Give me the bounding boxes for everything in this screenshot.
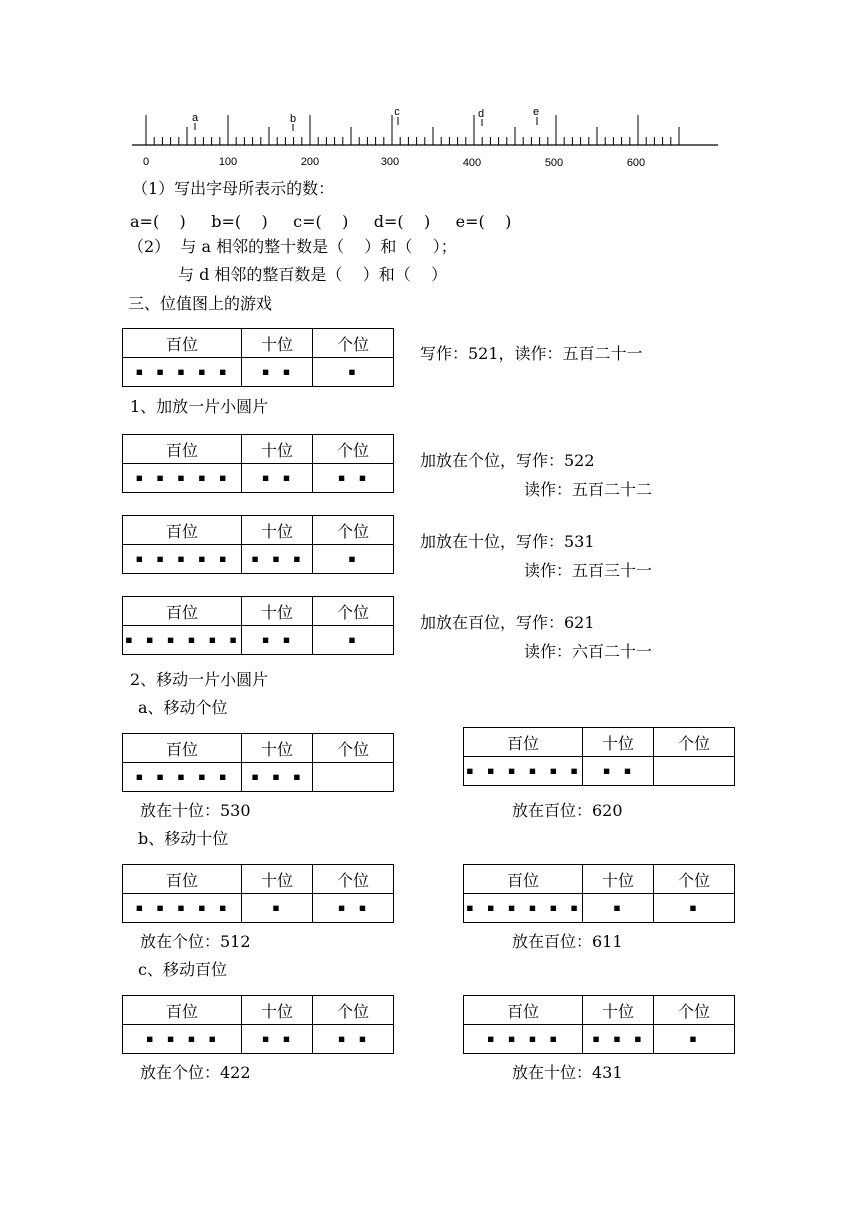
hundreds-chips: ▪ ▪ ▪ ▪ ▪ bbox=[123, 894, 242, 923]
ones-chips: ▪ bbox=[313, 545, 394, 574]
header-hundreds: 百位 bbox=[123, 996, 242, 1025]
tens-chips: ▪ ▪ ▪ bbox=[242, 545, 313, 574]
section-title: 三、位值图上的游戏 bbox=[128, 294, 273, 313]
letter-b: b bbox=[289, 113, 297, 125]
header-tens: 十位 bbox=[583, 865, 654, 894]
hundreds-chips: ▪ ▪ ▪ ▪ ▪ bbox=[123, 763, 242, 792]
ones-chips: ▪ bbox=[654, 894, 735, 923]
ones-chips: ▪ ▪ bbox=[313, 894, 394, 923]
q1-answers: a=( ) b=( ) c=( ) d=( ) e=( ) bbox=[130, 212, 512, 231]
header-hundreds: 百位 bbox=[464, 996, 583, 1025]
hundreds-chips: ▪ ▪ ▪ ▪ ▪ bbox=[123, 358, 242, 387]
part2-title: 2、移动一片小圆片 bbox=[130, 670, 269, 689]
tens-chips: ▪ bbox=[583, 894, 654, 923]
tick-label: 100 bbox=[218, 156, 238, 168]
place-value-table-move-tens-left bbox=[122, 864, 394, 923]
header-tens: 十位 bbox=[242, 996, 313, 1025]
place-value-table-add-ones bbox=[122, 434, 394, 493]
header-tens: 十位 bbox=[242, 865, 313, 894]
header-hundreds: 百位 bbox=[123, 516, 242, 545]
write-note: 加放在百位，写作：621 bbox=[420, 613, 595, 632]
tick-label: 300 bbox=[380, 156, 400, 168]
ones-chips bbox=[313, 763, 394, 792]
header-tens: 十位 bbox=[242, 516, 313, 545]
tick-label: 600 bbox=[626, 157, 646, 169]
header-ones: 个位 bbox=[313, 597, 394, 626]
header-ones: 个位 bbox=[654, 996, 735, 1025]
tick-label: 0 bbox=[142, 156, 150, 168]
caption: 放在十位：530 bbox=[140, 801, 251, 820]
ones-chips: ▪ ▪ bbox=[313, 1025, 394, 1054]
place-value-table-move-ones-left bbox=[122, 733, 394, 792]
header-ones: 个位 bbox=[313, 435, 394, 464]
q1-label: （1）写出字母所表示的数： bbox=[132, 179, 335, 198]
letter-a: a bbox=[191, 112, 199, 124]
example-note: 写作：521，读作：五百二十一 bbox=[420, 344, 643, 363]
header-tens: 十位 bbox=[242, 329, 313, 358]
header-ones: 个位 bbox=[313, 516, 394, 545]
letter-d: d bbox=[477, 108, 485, 120]
number-line bbox=[0, 0, 860, 180]
header-tens: 十位 bbox=[583, 996, 654, 1025]
header-ones: 个位 bbox=[654, 728, 735, 757]
hundreds-chips: ▪ ▪ ▪ ▪ ▪ bbox=[123, 464, 242, 493]
tick-label: 400 bbox=[462, 157, 482, 169]
tens-chips: ▪ ▪ ▪ bbox=[242, 763, 313, 792]
header-tens: 十位 bbox=[242, 435, 313, 464]
part2a-title: a、移动个位 bbox=[138, 698, 228, 717]
header-ones: 个位 bbox=[313, 996, 394, 1025]
header-ones: 个位 bbox=[313, 865, 394, 894]
tick-label: 500 bbox=[544, 157, 564, 169]
place-value-table-example bbox=[122, 328, 394, 387]
part2c-title: c、移动百位 bbox=[138, 960, 227, 979]
ones-chips: ▪ bbox=[313, 626, 394, 655]
ones-chips: ▪ bbox=[313, 358, 394, 387]
q2-line1: （2） 与 a 相邻的整十数是（ ）和（ ）； bbox=[128, 237, 457, 256]
caption: 放在十位：431 bbox=[512, 1063, 623, 1082]
place-value-table-add-hundreds bbox=[122, 596, 394, 655]
header-hundreds: 百位 bbox=[123, 865, 242, 894]
header-hundreds: 百位 bbox=[123, 329, 242, 358]
ones-chips: ▪ ▪ bbox=[313, 464, 394, 493]
part1-title: 1、加放一片小圆片 bbox=[130, 397, 269, 416]
place-value-table-move-hundreds-left bbox=[122, 995, 394, 1054]
tens-chips: ▪ ▪ bbox=[583, 757, 654, 786]
tens-chips: ▪ ▪ bbox=[242, 464, 313, 493]
place-value-table-move-ones-right bbox=[463, 727, 735, 786]
header-tens: 十位 bbox=[583, 728, 654, 757]
tens-chips: ▪ ▪ bbox=[242, 358, 313, 387]
write-note: 加放在十位，写作：531 bbox=[420, 532, 595, 551]
header-hundreds: 百位 bbox=[464, 728, 583, 757]
caption: 放在个位：422 bbox=[140, 1063, 251, 1082]
header-hundreds: 百位 bbox=[123, 597, 242, 626]
place-value-table-move-hundreds-right bbox=[463, 995, 735, 1054]
header-ones: 个位 bbox=[313, 734, 394, 763]
hundreds-chips: ▪ ▪ ▪ ▪ ▪ ▪ bbox=[464, 894, 583, 923]
letter-e: e bbox=[532, 106, 540, 118]
letter-c: c bbox=[394, 106, 400, 118]
header-tens: 十位 bbox=[242, 597, 313, 626]
read-note: 读作：五百二十二 bbox=[524, 480, 653, 499]
read-note: 读作：五百三十一 bbox=[524, 561, 653, 580]
header-ones: 个位 bbox=[313, 329, 394, 358]
caption: 放在百位：611 bbox=[512, 932, 623, 951]
header-ones: 个位 bbox=[654, 865, 735, 894]
caption: 放在百位：620 bbox=[512, 801, 623, 820]
header-hundreds: 百位 bbox=[123, 435, 242, 464]
ones-chips: ▪ bbox=[654, 1025, 735, 1054]
tick-label: 200 bbox=[300, 156, 320, 168]
hundreds-chips: ▪ ▪ ▪ ▪ ▪ ▪ bbox=[464, 757, 583, 786]
tens-chips: ▪ ▪ bbox=[242, 626, 313, 655]
write-note: 加放在个位，写作：522 bbox=[420, 451, 595, 470]
tens-chips: ▪ ▪ ▪ bbox=[583, 1025, 654, 1054]
place-value-table-move-tens-right bbox=[463, 864, 735, 923]
read-note: 读作：六百二十一 bbox=[524, 642, 653, 661]
part2b-title: b、移动十位 bbox=[138, 829, 229, 848]
ones-chips bbox=[654, 757, 735, 786]
header-tens: 十位 bbox=[242, 734, 313, 763]
header-hundreds: 百位 bbox=[123, 734, 242, 763]
hundreds-chips: ▪ ▪ ▪ ▪ bbox=[123, 1025, 242, 1054]
tens-chips: ▪ ▪ bbox=[242, 1025, 313, 1054]
caption: 放在个位：512 bbox=[140, 932, 251, 951]
q2-line2: 与 d 相邻的整百数是（ ）和（ ） bbox=[178, 265, 448, 284]
header-hundreds: 百位 bbox=[464, 865, 583, 894]
hundreds-chips: ▪ ▪ ▪ ▪ bbox=[464, 1025, 583, 1054]
hundreds-chips: ▪ ▪ ▪ ▪ ▪ bbox=[123, 545, 242, 574]
hundreds-chips: ▪ ▪ ▪ ▪ ▪ ▪ bbox=[123, 626, 242, 655]
place-value-table-add-tens bbox=[122, 515, 394, 574]
tens-chips: ▪ bbox=[242, 894, 313, 923]
